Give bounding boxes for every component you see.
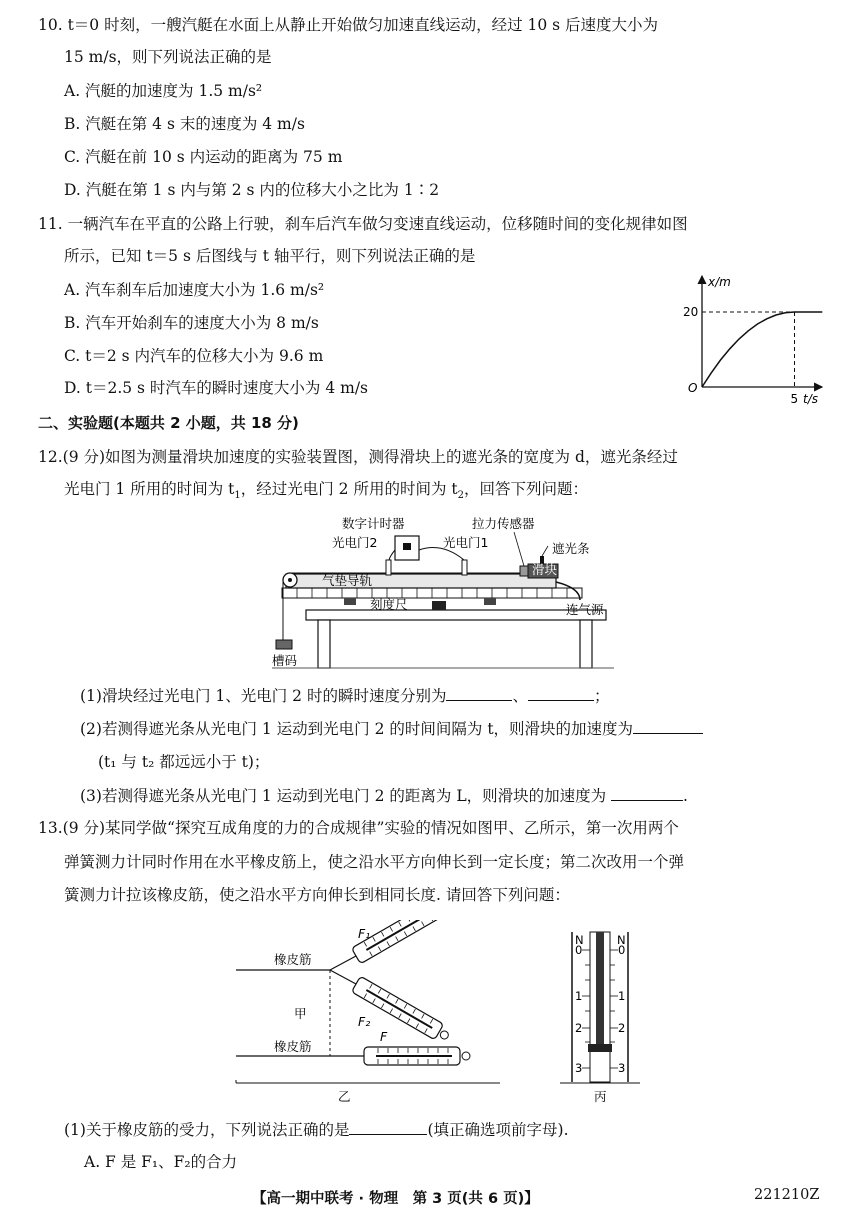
q10-stem-line2: 15 m/s，则下列说法正确的是 [64,48,272,66]
label-band1: 橡皮筋 [274,952,312,967]
answer-blank-v2[interactable] [528,684,594,701]
label-f2: F₂ [358,1014,371,1029]
exam-code: 221210Z [754,1187,820,1203]
q12-part3: (3)若测得遮光条从光电门 1 运动到光电门 2 的距离为 L，则滑块的加速度为 . [80,784,688,807]
x-axis-label: t/s [803,392,818,406]
answer-blank-v1[interactable] [446,684,512,701]
answer-blank-a-distance[interactable] [611,784,683,801]
series-line [702,312,822,387]
label-bing: 丙 [594,1089,607,1104]
label-rail: 气垫导轨 [322,573,373,588]
q12-part1: (1)滑块经过光电门 1、光电门 2 时的瞬时速度分别为 、 ； [80,684,610,707]
label-yi: 乙 [338,1089,351,1104]
photogate-2 [386,560,391,575]
tick-left-2: 2 [575,1021,583,1035]
q13-stem-line2: 弹簧测力计同时作用在水平橡皮筋上，使之沿水平方向伸长到一定长度；第二次改用一个弹 [64,853,685,871]
q13-stem-line3: 簧测力计拉该橡皮筋，使之沿水平方向伸长到相同长度. 请回答下列问题： [64,886,570,904]
q11-option-d: D. t＝2.5 s 时汽车的瞬时速度大小为 4 m/s [64,379,369,397]
label-light-bar: 遮光条 [552,541,590,556]
answer-blank-a-time[interactable] [633,717,703,734]
tick-right-2: 2 [618,1021,626,1035]
q10-stem-line1: 10. t＝0 时刻，一艘汽艇在水面上从静止开始做匀加速直线运动，经过 10 s 后速度大小为 [38,16,659,34]
q13-part1: (1)关于橡皮筋的受力，下列说法正确的是 (填正确选项前字母). [64,1118,569,1141]
answer-blank-q13-1[interactable] [349,1118,427,1135]
origin-label: O [688,381,698,395]
tick-right-0: 0 [618,943,626,957]
photogate-1 [462,560,467,575]
section-title: 二、实验题(本题共 2 小题，共 18 分) [38,414,299,432]
xt-graph [680,272,830,407]
q13-option-a: A. F 是 F₁、F₂的合力 [84,1153,238,1171]
label-band2: 橡皮筋 [274,1039,312,1054]
unit-right: N [617,933,626,947]
q10-option-d: D. 汽艇在第 1 s 内与第 2 s 内的位移大小之比为 1∶2 [64,181,440,199]
label-f: F [380,1029,388,1044]
q13-stem-line1: 13.(9 分)某同学做“探究互成角度的力的合成规律”实验的情况如图甲、乙所示，第一次用两个 [38,819,679,837]
y-axis-label: x/m [708,275,731,289]
q10-option-a: A. 汽艇的加速度为 1.5 m/s² [64,82,263,100]
table-top [306,610,606,620]
tick-right-3: 3 [618,1061,626,1075]
q11-stem-line2: 所示，已知 t＝5 s 后图线与 t 轴平行，则下列说法正确的是 [64,247,476,265]
label-timer: 数字计时器 [342,516,405,531]
q12-stem-line2: 光电门 1 所用的时间为 $t_1$，经过光电门 2 所用的时间为 $t_2$，回答下列问题： [64,480,589,502]
tick-right-1: 1 [618,989,626,1003]
q12-stem-line1: 12.(9 分)如图为测量滑块加速度的实验装置图，测得滑块上的遮光条的宽度为 d，遮光条经过 [38,448,678,466]
unit-left: N [575,933,584,947]
q12-part2-note: (t₁ 与 t₂ 都远远小于 t)； [98,753,270,771]
label-ruler: 刻度尺 [370,597,408,612]
q11-option-c: C. t＝2 s 内汽车的位移大小为 9.6 m [64,347,324,365]
y-tick-label: 20 [683,305,699,319]
label-slider: 滑块 [532,562,558,577]
label-gate1: 光电门1 [443,535,489,550]
q12-part2: (2)若测得遮光条从光电门 1 运动到光电门 2 的时间间隔为 t，则滑块的加速度为 [80,717,703,740]
weight-block [276,640,292,649]
tick-left-3: 3 [575,1061,583,1075]
q10-option-b: B. 汽艇在第 4 s 末的速度为 4 m/s [64,115,305,133]
q10-option-c: C. 汽艇在前 10 s 内运动的距离为 75 m [64,148,343,166]
table-leg-left [318,620,330,668]
x-tick-label: 5 [790,392,799,406]
force-sensor [520,566,528,576]
label-air-source: 连气源 [566,602,604,617]
q11-option-b: B. 汽车开始刹车的速度大小为 8 m/s [64,314,319,332]
label-f1: F₁ [358,926,371,941]
tick-left-0: 0 [575,943,583,957]
tick-left-1: 1 [575,989,583,1003]
label-weight: 槽码 [272,653,298,668]
label-gate2: 光电门2 [332,535,378,550]
spring-scale-figure [230,920,670,1110]
label-jia: 甲 [294,1006,307,1021]
page-footer: 【高一期中联考 · 物理 第 3 页(共 6 页)】 [252,1191,539,1207]
table-leg-right [580,620,592,668]
label-force-sensor: 拉力传感器 [472,516,535,531]
q11-stem-line1: 11. 一辆汽车在平直的公路上行驶，刹车后汽车做匀变速直线运动，位移随时间的变化规律如图 [38,215,688,233]
q11-option-a: A. 汽车刹车后加速度大小为 1.6 m/s² [64,281,325,299]
air-track-figure [262,510,622,672]
